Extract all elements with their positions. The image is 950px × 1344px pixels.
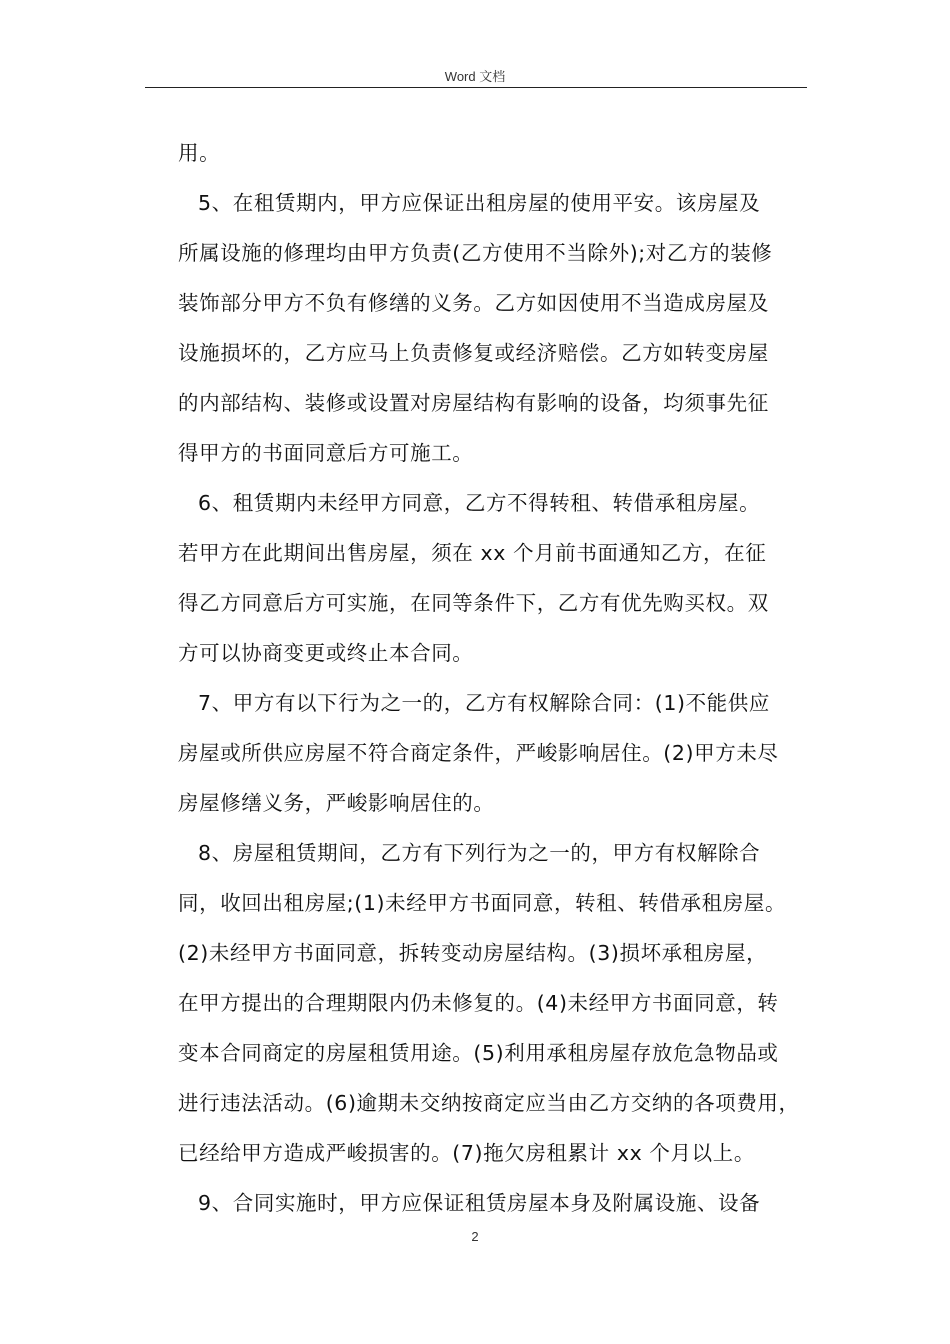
text-line: 用。 [178, 141, 221, 165]
text-line: 得甲方的书面同意后方可施工。 [178, 441, 474, 465]
text-line: 7、甲方有以下行为之一的，乙方有权解除合同：(1)不能供应 [198, 691, 770, 715]
text-line: 同，收回出租房屋;(1)未经甲方书面同意，转租、转借承租房屋。 [178, 891, 787, 915]
text-line: 在甲方提出的合理期限内仍未修复的。(4)未经甲方书面同意，转 [178, 991, 779, 1015]
text-line: 8、房屋租赁期间，乙方有下列行为之一的，甲方有权解除合 [198, 841, 761, 865]
text-line: 变本合同商定的房屋租赁用途。(5)利用承租房屋存放危急物品或 [178, 1041, 779, 1065]
page-header: Word 文档 [444, 69, 506, 84]
text-line: 5、在租赁期内，甲方应保证出租房屋的使用平安。该房屋及 [198, 191, 761, 215]
text-line: 房屋或所供应房屋不符合商定条件，严峻影响居住。(2)甲方未尽 [178, 741, 779, 765]
text-line: 已经给甲方造成严峻损害的。(7)拖欠房租累计 xx 个月以上。 [178, 1141, 755, 1165]
text-line: 设施损坏的，乙方应马上负责修复或经济赔偿。乙方如转变房屋 [178, 341, 769, 365]
text-line: 所属设施的修理均由甲方负责(乙方使用不当除外);对乙方的装修 [178, 241, 773, 265]
text-line: 9、合同实施时，甲方应保证租赁房屋本身及附属设施、设备 [198, 1191, 761, 1215]
text-line: (2)未经甲方书面同意，拆转变动房屋结构。(3)损坏承租房屋， [178, 941, 768, 965]
text-line: 房屋修缮义务，严峻影响居住的。 [178, 791, 495, 815]
text-line: 进行违法活动。(6)逾期未交纳按商定应当由乙方交纳的各项费用， [178, 1091, 800, 1115]
text-line: 6、租赁期内未经甲方同意，乙方不得转租、转借承租房屋。 [198, 491, 761, 515]
page-number: 2 [471, 1229, 479, 1244]
text-line: 得乙方同意后方可实施，在同等条件下，乙方有优先购买权。双 [178, 591, 769, 615]
text-line: 方可以协商变更或终止本合同。 [178, 641, 474, 665]
header-divider [145, 87, 807, 88]
document-body [178, 128, 818, 1228]
text-line: 若甲方在此期间出售房屋，须在 xx 个月前书面通知乙方，在征 [178, 541, 767, 565]
text-line: 装饰部分甲方不负有修缮的义务。乙方如因使用不当造成房屋及 [178, 291, 769, 315]
text-line: 的内部结构、装修或设置对房屋结构有影响的设备，均须事先征 [178, 391, 769, 415]
